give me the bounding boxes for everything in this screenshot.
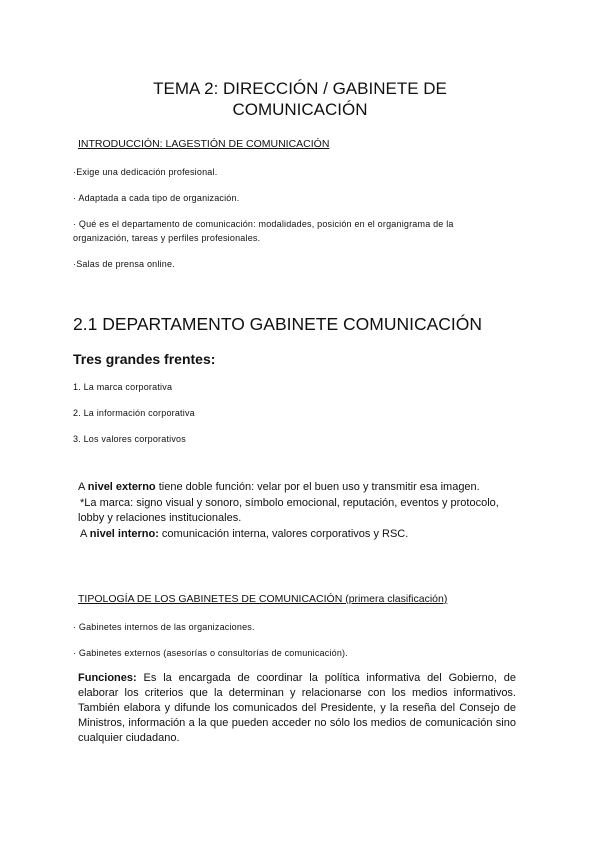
intro-item-3: · Qué es el departamento de comunicación: modalidades, posición en el organigrama de la — [73, 219, 454, 229]
funciones-text: Es la encargada de coordinar la política informativa del Gobierno, de elaborar los criterios que la determinan y relacionarse con los medios informativos. También elabora y difunde los comunicados del Presidente, y la reseña del Consejo de Ministros, información a la que pueden acceder no sólo los medios de comunicación sino cualquier ciudadano. — [78, 672, 516, 744]
nivel-externo-rest: tiene doble función: velar por el buen uso y transmitir esa imagen. — [155, 481, 480, 493]
frentes-item-3: 3. Los valores corporativos — [73, 434, 186, 444]
nivel-interno-prefix: A — [80, 528, 90, 540]
intro-item-2: · Adaptada a cada tipo de organización. — [73, 193, 240, 203]
title-line-2: COMUNICACIÓN — [232, 100, 368, 119]
nivel-interno-line — [80, 527, 408, 542]
tipologia-heading: TIPOLOGÍA DE LOS GABINETES DE COMUNICACIÓN (primera clasificación) — [78, 593, 448, 605]
nivel-interno-bold: nivel interno: — [89, 528, 159, 540]
tipologia-item-1: · Gabinetes internos de las organizaciones. — [73, 622, 255, 632]
section-heading: 2.1 DEPARTAMENTO GABINETE COMUNICACIÓN — [73, 314, 483, 334]
nivel-externo-line — [78, 480, 480, 495]
marca-line-1: *La marca: signo visual y sonoro, símbolo emocional, reputación, eventos y protocolo, — [80, 497, 499, 509]
marca-line-2: lobby y relaciones institucionales. — [78, 512, 242, 524]
intro-item-4: ·Salas de prensa online. — [73, 259, 175, 269]
funciones-label: Funciones: — [78, 672, 137, 684]
frentes-item-1: 1. La marca corporativa — [73, 382, 173, 392]
nivel-externo-prefix: A — [78, 481, 88, 493]
intro-item-1: ·Exige una dedicación profesional. — [73, 167, 218, 177]
title-line-1: TEMA 2: DIRECCIÓN / GABINETE DE — [153, 79, 447, 98]
intro-item-3-cont: organización, tareas y perfiles profesionales. — [73, 233, 261, 243]
funciones-paragraph — [78, 671, 516, 746]
section-subheading: Tres grandes frentes: — [73, 351, 216, 367]
nivel-interno-rest: comunicación interna, valores corporativos y RSC. — [158, 528, 409, 540]
nivel-externo-bold: nivel externo — [87, 481, 156, 493]
frentes-item-2: 2. La información corporativa — [73, 408, 195, 418]
intro-heading: INTRODUCCIÓN: LAGESTIÓN DE COMUNICACIÓN — [78, 138, 330, 150]
tipologia-item-2: · Gabinetes externos (asesorías o consultorías de comunicación). — [73, 648, 348, 658]
document-title — [0, 78, 600, 120]
